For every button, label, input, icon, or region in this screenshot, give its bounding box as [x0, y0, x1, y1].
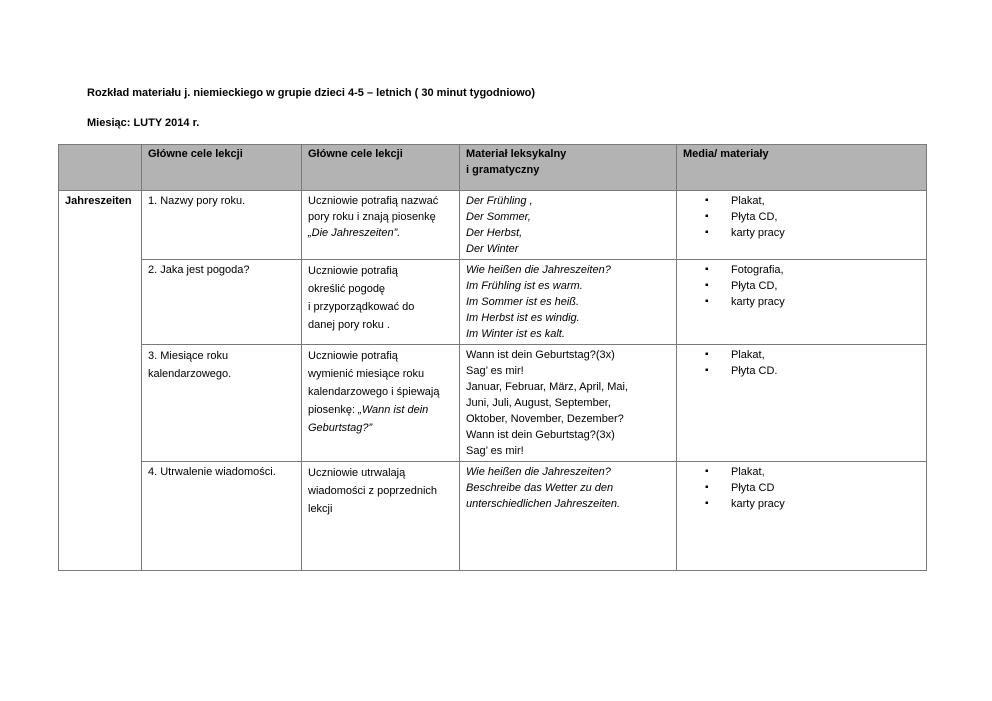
lesson-cell: 1. Nazwy pory roku. [142, 191, 302, 260]
material-line: Im Sommer ist es heiß. [466, 296, 580, 308]
lesson-cell: 4. Utrwalenie wiadomości. [142, 462, 302, 571]
media-item: ▪ Płyta CD [705, 480, 920, 496]
material-line: Wann ist dein Geburtstag?(3x) [466, 349, 615, 361]
goal-line: Uczniowie utrwalają [308, 467, 406, 479]
table-row [59, 260, 927, 345]
material-line: Januar, Februar, März, April, Mai, [466, 381, 629, 393]
document-title: Rozkład materiału j. niemieckiego w grupie dzieci 4-5 – letnich ( 30 minut tygodniowo) [87, 87, 536, 99]
material-line: Wie heißen die Jahreszeiten? [466, 466, 611, 478]
table-row [59, 345, 927, 462]
song-title-cont: Geburtstag?” [308, 422, 373, 434]
song-title: „Wann ist dein [358, 404, 429, 416]
goal-line: wymienić miesiące roku [308, 368, 425, 380]
material-cell [460, 260, 677, 345]
media-cell [677, 191, 927, 260]
lesson-line: 3. Miesiące roku [148, 350, 229, 362]
document-month: Miesiąc: LUTY 2014 r. [87, 117, 200, 129]
goal-cell [302, 345, 460, 462]
header-cell-goals-2: Główne cele lekcji [302, 145, 460, 191]
media-item: ▪ karty pracy [705, 294, 920, 310]
goal-line: lekcji [308, 503, 333, 515]
material-line: Sag’ es mir! [466, 445, 524, 457]
goal-cell [302, 260, 460, 345]
material-line: Im Frühling ist es warm. [466, 280, 583, 292]
material-line: Sag’ es mir! [466, 365, 524, 377]
goal-line: wiadomości z poprzednich [308, 485, 438, 497]
table-row [59, 462, 927, 571]
media-list [683, 193, 920, 241]
material-line: Wie heißen die Jahreszeiten? [466, 264, 611, 276]
goal-line [308, 401, 453, 419]
media-cell [677, 462, 927, 571]
media-item: ▪ Plakat, [705, 347, 920, 363]
media-cell [677, 345, 927, 462]
goal-line: i przyporządkować do [308, 301, 415, 313]
header-cell-media: Media/ materiały [677, 145, 927, 191]
header-cell-goals: Główne cele lekcji [142, 145, 302, 191]
table-row [59, 191, 927, 260]
goal-line: Uczniowie potrafią [308, 350, 398, 362]
header-material-line-2: i gramatyczny [466, 164, 540, 176]
media-item: ▪ Płyta CD, [705, 278, 920, 294]
topic-cell: Jahreszeiten [59, 191, 142, 571]
goal-line: kalendarzowego i śpiewają [308, 386, 440, 398]
media-item: ▪ Płyta CD, [705, 209, 920, 225]
media-item: ▪ karty pracy [705, 496, 920, 512]
material-line: Im Herbst ist es windig. [466, 312, 580, 324]
song-title: „Die Jahreszeiten”. [308, 227, 401, 239]
lesson-cell: 2. Jaka jest pogoda? [142, 260, 302, 345]
media-list [683, 464, 920, 512]
lesson-plan-table [58, 144, 927, 571]
material-line: Beschreibe das Wetter zu den [466, 482, 614, 494]
media-item: ▪ Plakat, [705, 464, 920, 480]
goal-cell [302, 462, 460, 571]
material-line: Juni, Juli, August, September, [466, 397, 611, 409]
goal-line: pory roku i znają piosenkę [308, 211, 436, 223]
media-item: ▪ karty pracy [705, 225, 920, 241]
material-line: Der Sommer, [466, 211, 531, 223]
header-cell-material [460, 145, 677, 191]
goal-cell [302, 191, 460, 260]
material-cell [460, 462, 677, 571]
goal-line: Uczniowie potrafią [308, 265, 398, 277]
media-item: ▪ Plakat, [705, 193, 920, 209]
media-list [683, 347, 920, 379]
material-line: unterschiedlichen Jahreszeiten. [466, 498, 621, 510]
table-header-row [59, 145, 927, 191]
material-line: Der Herbst, [466, 227, 523, 239]
header-material-line-1: Materiał leksykalny [466, 148, 567, 160]
lesson-cell [142, 345, 302, 462]
material-cell [460, 191, 677, 260]
goal-line: Uczniowie potrafią nazwać [308, 195, 439, 207]
goal-text: piosenkę: [308, 404, 359, 416]
lesson-line: kalendarzowego. [148, 368, 232, 380]
material-line: Wann ist dein Geburtstag?(3x) [466, 429, 615, 441]
media-item: ▪ Fotografia, [705, 262, 920, 278]
goal-line: danej pory roku . [308, 319, 390, 331]
goal-line: określić pogodę [308, 283, 386, 295]
material-line: Der Winter [466, 243, 519, 255]
media-cell [677, 260, 927, 345]
media-item: ▪ Płyta CD. [705, 363, 920, 379]
material-line: Der Frühling , [466, 195, 533, 207]
material-cell [460, 345, 677, 462]
media-list [683, 262, 920, 310]
header-cell-empty [59, 145, 142, 191]
material-line: Im Winter ist es kalt. [466, 328, 565, 340]
material-line: Oktober, November, Dezember? [466, 413, 624, 425]
